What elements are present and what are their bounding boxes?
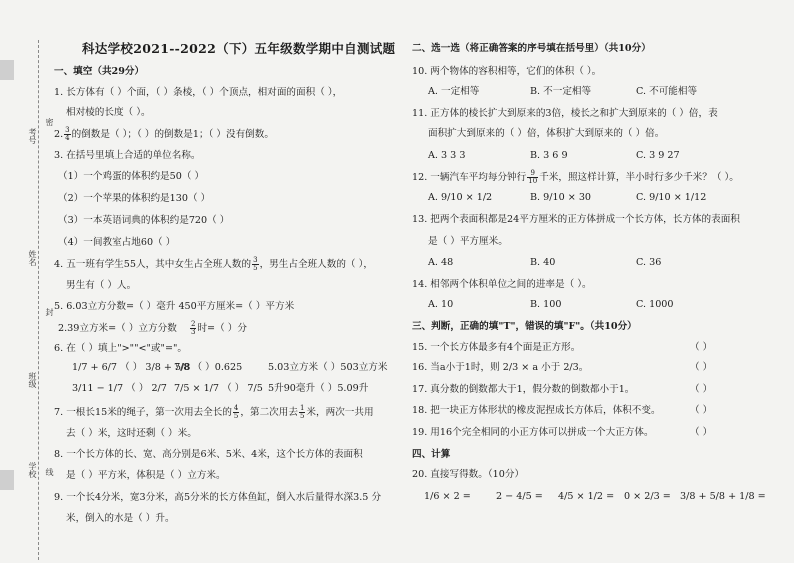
question-17: 17. 真分数的倒数都大于1，假分数的倒数都小于1。 (412, 384, 635, 395)
question-19: 19. 用16个完全相同的小正方体可以拼成一个大正方体。 (412, 427, 654, 438)
section-1-heading: 一、填空（共29分） (54, 66, 145, 77)
margin-mi: 密 (45, 118, 54, 126)
margin-xuexiao: 学校 (28, 462, 37, 478)
margin-kaohao: 考号 (28, 128, 37, 144)
question-7-line1 (54, 405, 374, 420)
q7-text-post: 米，两次一共用 (306, 407, 374, 418)
question-14: 14. 相邻两个体积单位之间的进率是（ ）。 (412, 279, 592, 290)
q6-row2-col1: 3/11 − 1/7 （ ） 2/7 (72, 383, 167, 394)
q10-option-b: B. 不一定相等 (530, 86, 592, 97)
q6-row1-col3: 5.03立方米（ ）503立方米 (268, 362, 388, 373)
question-8-line2: 是（ ）平方米，体积是（ ）立方米。 (66, 470, 226, 481)
scan-edge-mark (0, 60, 14, 80)
question-2 (54, 127, 274, 142)
section-3-heading: 三、判断，正确的填"T"，错误的填"F"。（共10分） (412, 321, 637, 332)
q11-option-c: C. 3 9 27 (636, 150, 680, 161)
question-8-line1: 8. 一个长方体的长、宽、高分别是6米、5米、4米，这个长方体的表面积 (54, 449, 363, 460)
question-1-line1: 1. 长方体有（ ）个面，（ ）条棱，（ ）个顶点，相对面的面积（ ）， (54, 87, 343, 98)
margin-banji: 班级 (28, 372, 37, 388)
q11-option-b: B. 3 6 9 (530, 150, 568, 161)
question-3-4: （4）一间教室占地60（ ） (58, 237, 176, 248)
calc-item-4: 0 × 2/3 = (624, 491, 671, 502)
q7-fraction-2 (299, 405, 305, 420)
margin-xian: 线 (45, 468, 54, 476)
question-11-line1: 11. 正方体的棱长扩大到原来的3倍，棱长之和扩大到原来的（ ）倍，表 (412, 108, 718, 119)
q5-text-pre: 2.39立方米=（ ）立方分数 (58, 323, 177, 334)
question-13-line2: 是（ ）平方厘米。 (428, 236, 508, 247)
page-title: 科达学校2021--2022（下）五年级数学期中自测试题 (82, 41, 396, 56)
q6-row1-col1: 1/7 + 6/7 （ ） 3/8 + 5/8 (72, 362, 191, 373)
q13-option-b: B. 40 (530, 257, 556, 268)
question-10: 10. 两个物体的容积相等，它们的体积（ ）。 (412, 66, 602, 77)
q4-text-pre: 4. 五一班有学生55人，其中女生占全班人数的 (54, 259, 252, 270)
question-7-line2: 去（ ）米，这时还剩（ ）米。 (66, 428, 197, 439)
q7-fraction-1 (233, 405, 239, 420)
q10-option-c: C. 不可能相等 (636, 86, 698, 97)
q6-row2-col3: 5升90毫升（ ）5.09升 (268, 383, 369, 394)
calc-item-1: 1/6 × 2 = (424, 491, 471, 502)
q4-frac-den: 5 (253, 264, 258, 272)
question-13-line1: 13. 把两个表面积都是24平方厘米的正方体拼成一个长方体，长方体的表面积 (412, 214, 740, 225)
question-3: 3. 在括号里填上合适的单位名称。 (54, 150, 201, 161)
question-12 (412, 170, 739, 185)
q15-answer-blank[interactable]: （ ） (690, 342, 713, 353)
q12-frac-den: 10 (528, 177, 538, 185)
question-1-line2: 相对棱的长度（ ）。 (66, 107, 151, 118)
question-4-line2: 男生有（ ）人。 (66, 280, 137, 291)
question-15: 15. 一个长方体最多有4个面是正方形。 (412, 342, 581, 353)
question-9-line2: 米，倒入的水是（ ）升。 (66, 513, 175, 524)
q12-text-post: 千米，照这样计算，半小时行多少千米？（ ）。 (539, 172, 739, 183)
question-3-3: （3）一本英语词典的体积约是720（ ） (58, 215, 230, 226)
q6-row1-col2: 7/8 （ ）0.625 (174, 362, 243, 373)
calc-item-2: 2 − 4/5 = (496, 491, 543, 502)
q14-option-b: B. 100 (530, 299, 562, 310)
q12-frac-num: 9 (527, 170, 538, 178)
q16-answer-blank[interactable]: （ ） (690, 362, 713, 373)
question-9-line1: 9. 一个长4分米，宽3分米，高5分米的长方体鱼缸，倒入水后量得水深3.5 分 (54, 492, 382, 503)
calc-item-5: 3/8 + 5/8 + 1/8 = (680, 491, 766, 502)
q7-text-pre: 7. 一根长15米的绳子，第一次用去全长的 (54, 407, 232, 418)
question-3-1: （1）一个鸡蛋的体积约是50（ ） (58, 171, 205, 182)
question-18: 18. 把一块正方体形状的橡皮泥捏成长方体后，体积不变。 (412, 405, 661, 416)
q14-option-c: C. 1000 (636, 299, 674, 310)
q4-frac-num: 3 (253, 256, 258, 264)
q12-option-a: A. 9/10 × 1/2 (428, 192, 493, 203)
question-3-2: （2）一个苹果的体积约是130（ ） (58, 193, 211, 204)
question-5-line1: 5. 6.03立方分数=（ ）毫升 450平方厘米=（ ）平方米 (54, 301, 295, 312)
q6-row2-col2: 7/5 × 1/7 （ ） 7/5 (174, 383, 263, 394)
calc-item-3: 4/5 × 1/2 = (558, 491, 615, 502)
q2-number: 2. (54, 129, 64, 140)
q2-fraction (64, 127, 70, 142)
section-2-heading: 二、选一选（将正确答案的序号填在括号里）（共10分） (412, 43, 651, 54)
q7-f2-den: 5 (299, 412, 305, 420)
q7-f1-den: 5 (233, 412, 239, 420)
q10-option-a: A. 一定相等 (428, 86, 480, 97)
question-4-line1 (54, 257, 373, 272)
question-5-line2 (58, 321, 247, 336)
q7-text-mid: ，第二次用去 (240, 407, 298, 418)
q5-text-post: 时=（ ）分 (197, 323, 247, 334)
q5-fraction (190, 321, 196, 336)
q4-text-post: ，男生占全班人数的（ ）， (259, 259, 373, 270)
q4-fraction (252, 257, 258, 272)
binding-line (38, 40, 39, 560)
q18-answer-blank[interactable]: （ ） (690, 405, 713, 416)
q2-frac-num: 3 (65, 126, 70, 134)
question-16: 16. 当a小于1时，则 2/3 × a 小于 2/3。 (412, 362, 589, 373)
q13-option-c: C. 36 (636, 257, 662, 268)
question-11-line2: 面积扩大到原来的（ ）倍，体积扩大到原来的（ ）倍。 (428, 128, 665, 139)
margin-feng: 封 (45, 308, 54, 316)
question-20: 20. 直接写得数。（10分） (412, 469, 525, 480)
q14-option-a: A. 10 (428, 299, 454, 310)
q12-option-b: B. 9/10 × 30 (530, 192, 592, 203)
q11-option-a: A. 3 3 3 (428, 150, 466, 161)
section-4-heading: 四、计算 (412, 449, 451, 460)
q5-frac-num: 2 (191, 320, 196, 328)
q2-frac-den: 4 (65, 134, 70, 142)
question-6: 6. 在（ ）填上">""<"或"="。 (54, 343, 188, 354)
q12-option-c: C. 9/10 × 1/12 (636, 192, 707, 203)
q12-fraction (527, 170, 538, 185)
q2-text: 的倒数是（ ）；（ ）的倒数是1；（ ）没有倒数。 (71, 129, 274, 140)
q19-answer-blank[interactable]: （ ） (690, 427, 713, 438)
q17-answer-blank[interactable]: （ ） (690, 384, 713, 395)
q7-f1-num: 4 (233, 404, 239, 412)
q13-option-a: A. 48 (428, 257, 454, 268)
q5-frac-den: 3 (191, 328, 196, 336)
scan-edge-mark (0, 470, 14, 490)
margin-xingming: 姓名 (28, 250, 37, 266)
q12-text-pre: 12. 一辆汽车平均每分钟行 (412, 172, 527, 183)
q7-f2-num: 1 (299, 404, 305, 412)
